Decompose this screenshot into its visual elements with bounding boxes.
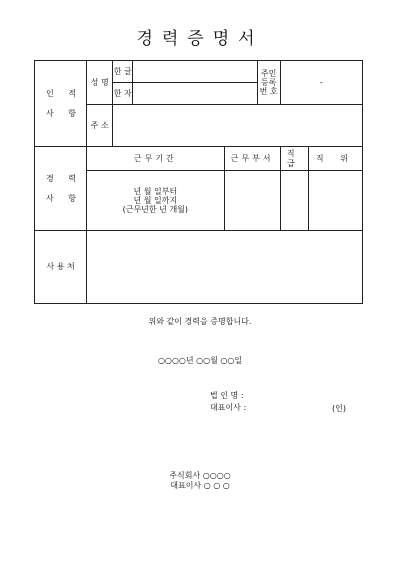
address-label: 주 소 (87, 105, 113, 147)
grade-field[interactable] (280, 171, 308, 231)
name-label: 성 명 (87, 61, 113, 105)
document-title: 경력증명서 (136, 29, 264, 49)
address-field[interactable] (113, 105, 363, 147)
usage-label: 사 용 처 (35, 231, 87, 304)
department-header: 근무부서 (224, 147, 280, 171)
hangul-name-field[interactable] (133, 61, 257, 83)
issue-date: ○○○○년 ○○월 ○○일 (157, 356, 243, 365)
ceo-label: 대표이사 : (210, 403, 247, 413)
department-field[interactable] (224, 171, 280, 231)
confirmation-text: 위와 같이 경력을 증명합니다. (148, 317, 252, 326)
personal-section-label: 인 적 사 항 (35, 61, 87, 147)
corp-name-label: 법 인 명 : (210, 391, 244, 400)
hanja-name-field[interactable] (133, 83, 257, 105)
grade-header: 직 급 (280, 147, 308, 171)
corporation-block (210, 390, 246, 415)
position-field[interactable] (308, 171, 362, 231)
rrn-field[interactable]: - (280, 61, 362, 105)
career-section-label: 경 력 사 항 (35, 147, 87, 231)
rrn-label: 주민등록 번 호 (257, 61, 280, 105)
hangul-label: 한 글 (113, 61, 133, 83)
usage-field[interactable] (87, 231, 363, 304)
certificate-form-table (34, 60, 363, 304)
issuer-ceo: 대표이사 ○ ○ ○ (170, 481, 230, 490)
issuer-block (0, 471, 400, 491)
employment-period-field[interactable]: 년 월 일부터 년 월 일까지 (근무년한 년 개월) (87, 171, 224, 231)
position-header: 직 위 (308, 147, 362, 171)
hanja-label: 한 자 (113, 83, 133, 105)
issuer-company: 주식회사 ○○○○ (169, 471, 231, 480)
seal-mark: (인) (332, 404, 346, 413)
period-header: 근무기간 (87, 147, 224, 171)
